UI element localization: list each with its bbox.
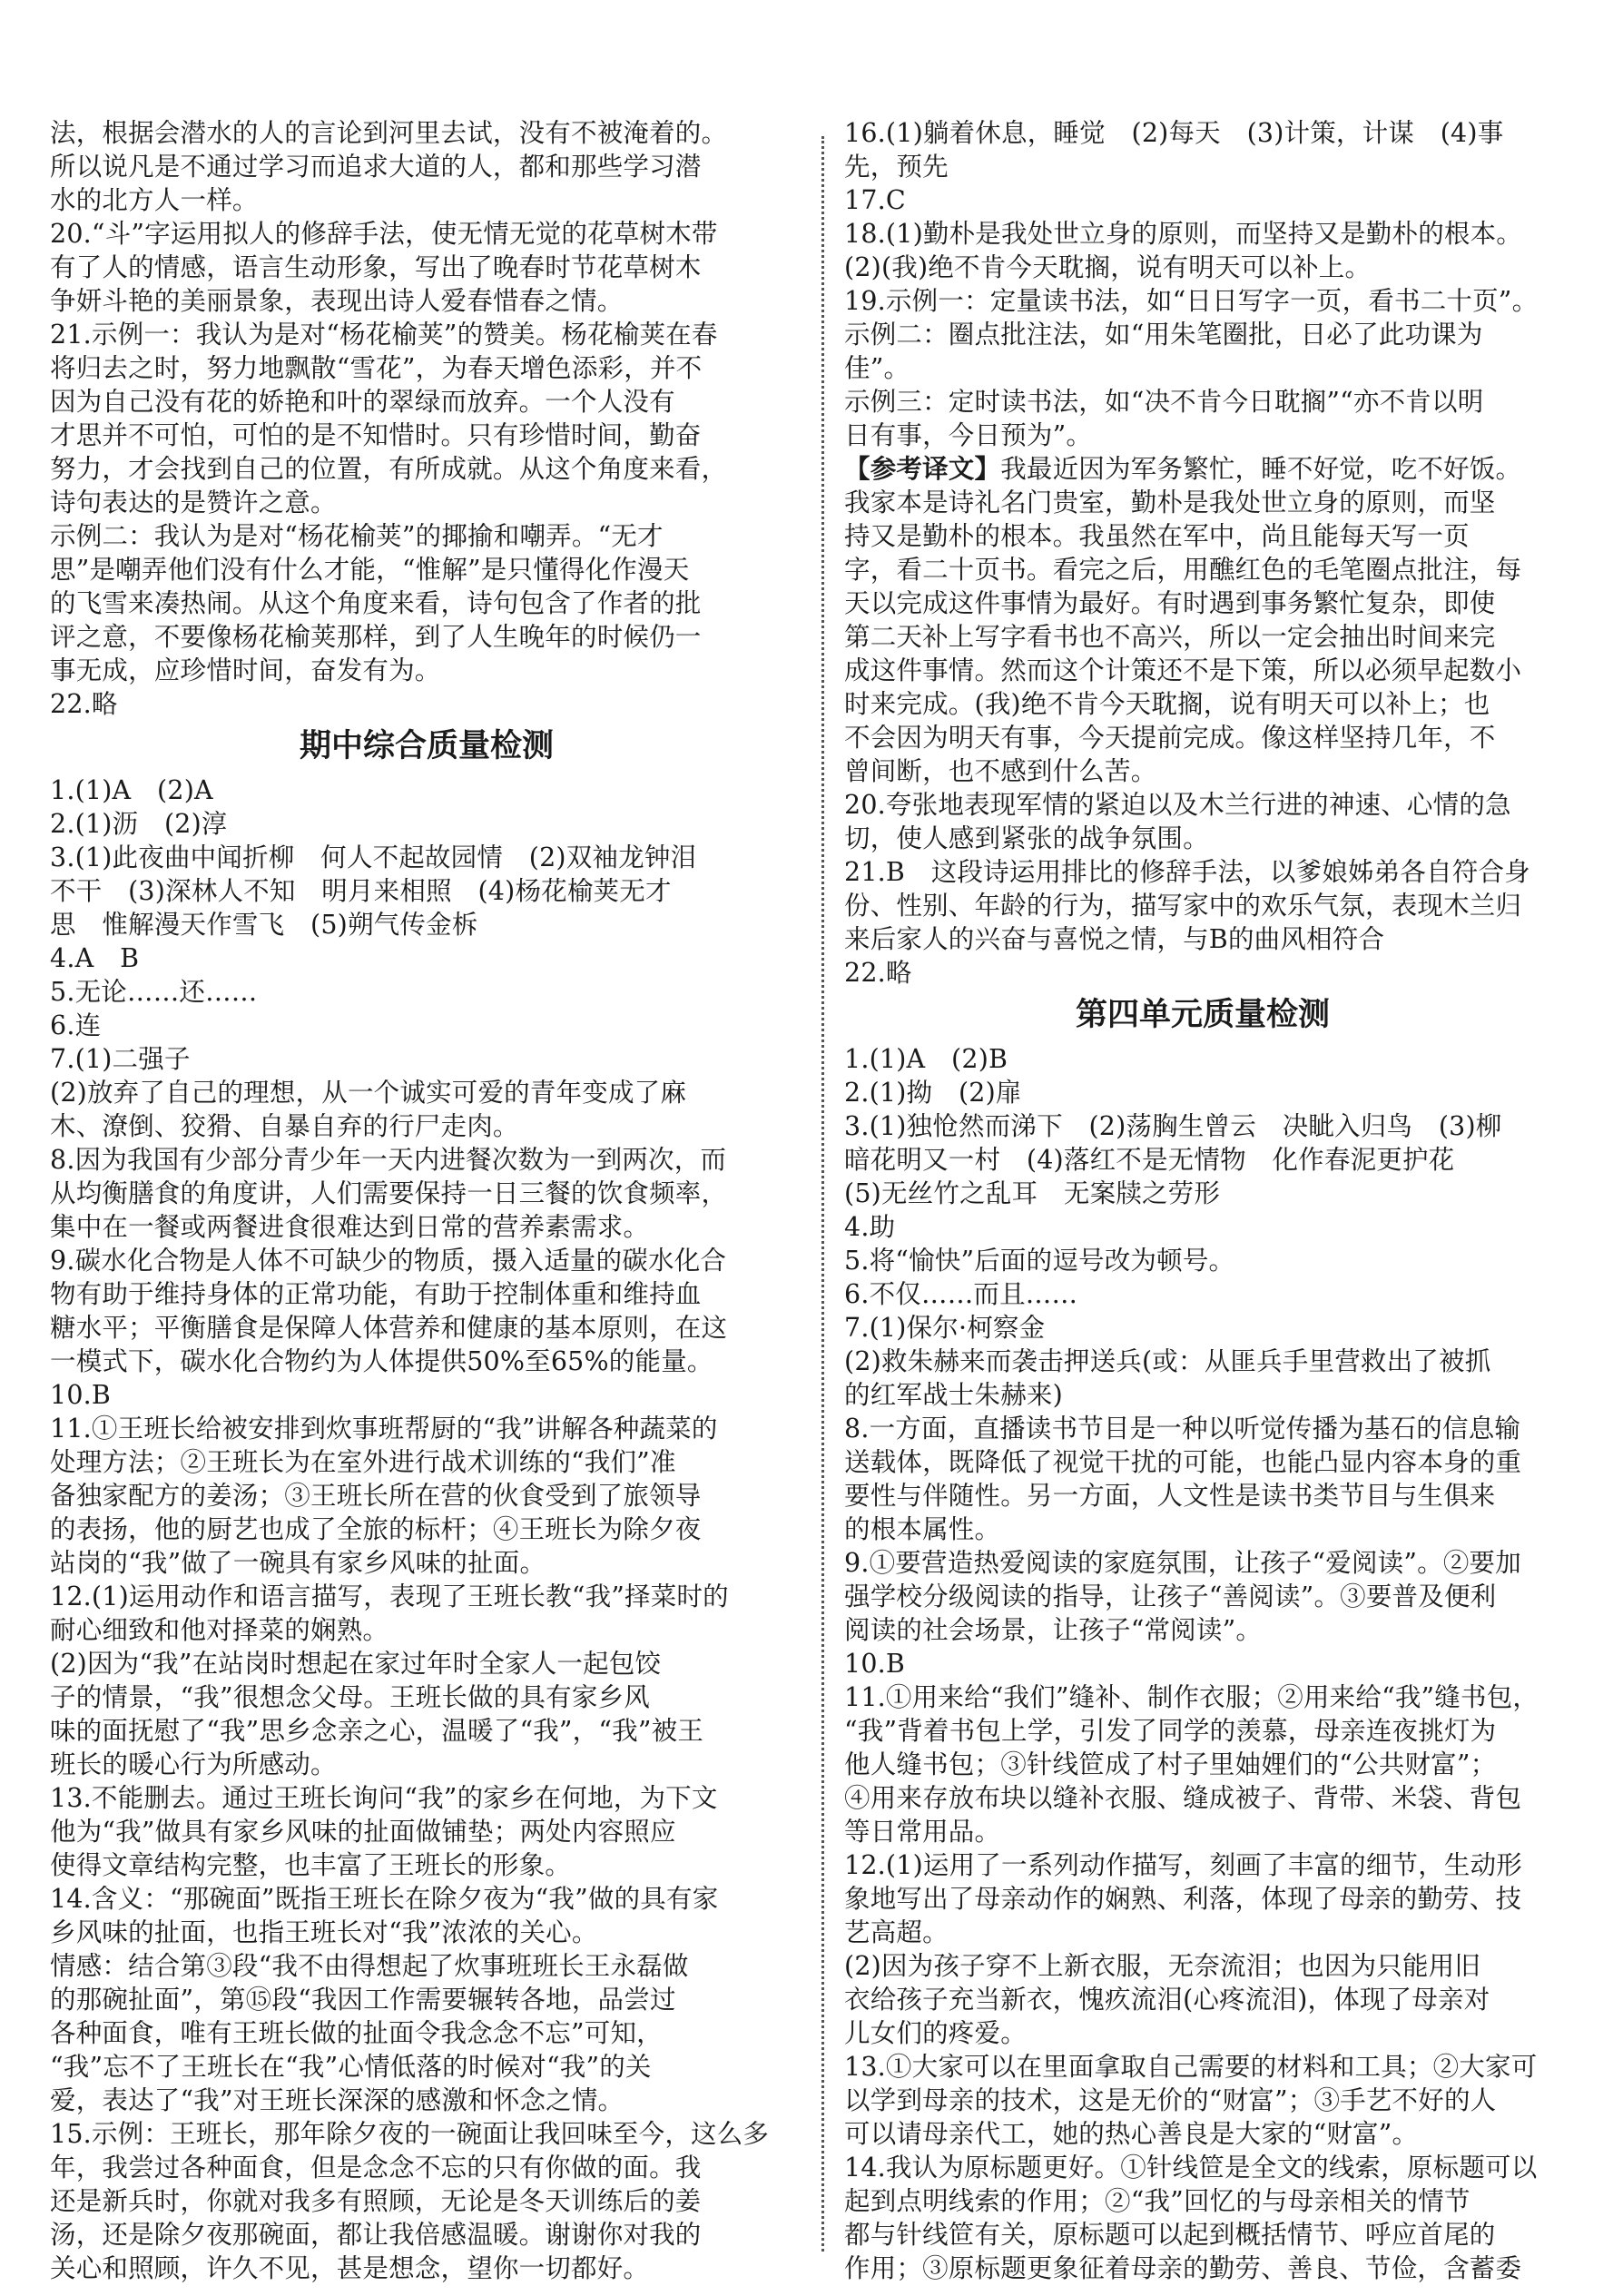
text-line: 曾间断，也不感到什么苦。 [844,756,1157,786]
text-line: (2)因为“我”在站岗时想起在家过年时全家人一起包饺 [50,1649,662,1679]
text-line: 不干 (3)深林人不知 明月来相照 (4)杨花榆荚无才 [50,876,672,906]
text-line: 艺高超。 [844,1917,949,1947]
text-line: (2)因为孩子穿不上新衣服，无奈流泪；也因为只能用旧 [844,1951,1481,1981]
text-line: 1.(1)A (2)B [844,1044,1008,1074]
text-line: 的表扬，他的厨艺也成了全旅的标杆；④王班长为除夕夜 [50,1514,702,1544]
text-line: 12.(1)运用动作和语言描写，表现了王班长教“我”择菜时的 [50,1582,729,1611]
text-line: 18.(1)勤朴是我处世立身的原则，而坚持又是勤朴的根本。 [844,219,1522,249]
text-line: (5)无丝竹之乱耳 无案牍之劳形 [844,1178,1221,1208]
text-line: 9.碳水化合物是人体不可缺少的物质，摄入适量的碳水化合 [50,1246,727,1276]
text-line: 味的面抚慰了“我”思乡念亲之心，温暖了“我”，“我”被王 [50,1716,704,1746]
text-line: 天以完成这件事情为最好。有时遇到事务繁忙复杂，即使 [844,588,1496,618]
text-line: 的飞雪来凑热闹。从这个角度来看，诗句包含了作者的批 [50,588,702,618]
text-line: 7.(1)二强子 [50,1044,191,1074]
text-line: 儿女们的疼爱。 [844,2018,1027,2048]
text-line: 成这件事情。然而这个计策还不是下策，所以必须早起数小 [844,655,1522,685]
text-line: 切，使人感到紧张的战争氛围。 [844,823,1209,853]
text-line: (2)放弃了自己的理想，从一个诚实可爱的青年变成了麻 [50,1078,687,1108]
text-line: 4.A B [50,943,140,973]
text-line: 14.我认为原标题更好。①针线笸是全文的线索，原标题可以 [844,2153,1538,2183]
text-line: 事无成，应珍惜时间，奋发有为。 [50,655,441,685]
text-line: 乡风味的扯面，也指王班长对“我”浓浓的关心。 [50,1917,598,1947]
text-line: 处理方法；②王班长为在室外进行战术训练的“我们”准 [50,1447,676,1477]
text-line: 份、性别、年龄的行为，描写家中的欢乐气氛，表现木兰归 [844,891,1522,921]
answer-block-translation [844,486,1561,990]
text-line: 我家本是诗礼名门贵室，勤朴是我处世立身的原则，而坚 [844,488,1496,517]
text-line: (2)(我)绝不肯今天耽搁，说有明天可以补上。 [844,252,1372,282]
text-line: 木、潦倒、狡猾、自暴自弃的行尸走肉。 [50,1111,519,1141]
text-line: 13.不能删去。通过王班长询问“我”的家乡在何地，为下文 [50,1783,718,1813]
text-line: 集中在一餐或两餐进食很难达到日常的营养素需求。 [50,1212,650,1242]
text-line: 15.示例：王班长，那年除夕夜的一碗面让我回味至今，这么多 [50,2119,770,2149]
text-line: 思”是嘲弄他们没有什么才能，“惟解”是只懂得化作漫天 [50,555,690,585]
text-line: 关心和照顾，许久不见，甚是想念，望你一切都好。 [50,2253,650,2283]
text-line: 他为“我”做具有家乡风味的扯面做铺垫；两处内容照应 [50,1817,676,1847]
text-line: 汤，还是除夕夜那碗面，都让我倍感温暖。谢谢你对我的 [50,2220,702,2250]
text-line: 示例二：我认为是对“杨花榆荚”的揶揄和嘲弄。“无才 [50,521,664,551]
text-line: 备独家配方的姜汤；③王班长所在营的伙食受到了旅领导 [50,1481,702,1511]
text-line: 各种面食，唯有王班长做的扯面令我念念不忘”可知， [50,2018,663,2048]
text-line: 等日常用品。 [844,1817,1001,1847]
text-line: 将归去之时，努力地飘散“雪花”，为春天增色添彩，并不 [50,353,703,383]
text-line: 暗花明又一村 (4)落红不是无情物 化作春泥更护花 [844,1145,1455,1175]
text-line: 站岗的“我”做了一碗具有家乡风味的扯面。 [50,1548,546,1578]
text-line: 一模式下，碳水化合物约为人体提供50%至65%的能量。 [50,1346,713,1376]
text-line: 先，预先 [844,152,949,182]
text-line: 的红军战士朱赫来) [844,1380,1063,1410]
text-line: 糖水平；平衡膳食是保障人体营养和健康的基本原则，在这 [50,1313,728,1343]
text-line: 来后家人的兴奋与喜悦之情，与B的曲风相符合 [844,924,1385,954]
text-line: 字，看二十页书。看完之后，用醮红色的毛笔圈点批注，每 [844,555,1522,585]
text-line: 耐心细致和他对择菜的娴熟。 [50,1615,389,1645]
text-line: 的根本属性。 [844,1514,1001,1544]
text-line: 要性与伴随性。另一方面，人文性是读书类节目与生俱来 [844,1481,1496,1511]
text-line: 17.C [844,185,906,215]
text-line: 16.(1)躺着休息，睡觉 (2)每天 (3)计策，计谋 (4)事 [844,118,1504,148]
text-line: 6.不仅……而且…… [844,1279,1078,1309]
text-line: 22.略 [50,689,118,719]
text-line: 2.(1)沥 (2)淳 [50,809,228,839]
text-line: ④用来存放布块以缝补衣服、缝成被子、背带、米袋、背包 [844,1783,1522,1813]
text-line: 物有助于维持身体的正常功能，有助于控制体重和维持血 [50,1279,702,1309]
answer-block-midterm [50,774,803,2285]
text-line: 还是新兵时，你就对我多有照顾，无论是冬天训练后的姜 [50,2186,702,2216]
text-line: 使得文章结构完整，也丰富了王班长的形象。 [50,1850,572,1880]
text-line: 都与针线笸有关，原标题可以起到概括情节、呼应首尾的 [844,2220,1496,2250]
text-line: 努力，才会找到自己的位置，有所成就。从这个角度来看， [50,454,728,484]
text-line: 14.含义：“那碗面”既指王班长在除夕夜为“我”做的具有家 [50,1884,719,1914]
text-line: “我”背着书包上学，引发了同学的羡慕，母亲连夜挑灯为 [844,1716,1497,1746]
column-divider [821,136,824,2252]
text-line: 评之意，不要像杨花榆荚那样，到了人生晚年的时候仍一 [50,622,702,652]
text-line: 才思并不可怕，可怕的是不知惜时。只有珍惜时间，勤奋 [50,420,702,450]
answer-block-unit4 [844,1042,1561,2285]
text-line: 13.①大家可以在里面拿取自己需要的材料和工具；②大家可 [844,2052,1538,2082]
text-line: 20.夸张地表现军情的紧迫以及木兰行进的神速、心情的急 [844,790,1511,820]
text-line: 有了人的情感，语言生动形象，写出了晚春时节花草树木 [50,252,702,282]
text-line: 6.连 [50,1010,102,1040]
text-line: 21.B 这段诗运用排比的修辞手法，以爹娘姊弟各自符合身 [844,857,1530,887]
text-line: 10.B [844,1649,906,1679]
text-line: “我”忘不了王班长在“我”心情低落的时候对“我”的关 [50,2052,652,2082]
text-line: 日有事，今日预为”。 [844,420,1093,450]
text-line: 象地写出了母亲动作的娴熟、利落，体现了母亲的勤劳、技 [844,1884,1522,1914]
text-line: 示例三：定时读书法，如“决不肯今日耽搁”“亦不肯以明 [844,387,1484,417]
text-line: 以学到母亲的技术，这是无价的“财富”；③手艺不好的人 [844,2085,1497,2115]
text-line: 爱，表达了“我”对王班长深深的感激和怀念之情。 [50,2085,625,2115]
text-line: 11.①王班长给被安排到炊事班帮厨的“我”讲解各种蔬菜的 [50,1414,718,1444]
text-line: 诗句表达的是赞许之意。 [50,488,337,517]
section-heading-unit4: 第四单元质量检测 [1075,997,1330,1033]
text-line: (2)救朱赫来而袭击押送兵(或：从匪兵手里营救出了被抓 [844,1346,1491,1376]
text-line: 佳”。 [844,353,910,383]
text-line: 水的北方人一样。 [50,185,259,215]
text-line: 他人缝书包；③针线笸成了村子里妯娌们的“公共财富”； [844,1749,1497,1779]
text-line: 送载体，既降低了视觉干扰的可能，也能凸显内容本身的重 [844,1447,1522,1477]
text-line: 强学校分级阅读的指导，让孩子“善阅读”。③要普及便利 [844,1582,1497,1611]
text-line: 衣给孩子充当新衣，愧疚流泪(心疼流泪)，体现了母亲对 [844,1985,1490,2015]
reference-translation-line [844,452,1561,486]
section-heading-midterm: 期中综合质量检测 [299,728,554,764]
left-column [50,116,803,2285]
text-line: 作用；③原标题更象征着母亲的勤劳、善良、节俭，含蓄委 [844,2253,1522,2283]
text-line: 5.无论……还…… [50,977,258,1007]
text-line: 班长的暖心行为所感动。 [50,1749,337,1779]
text-line: 5.将“愉快”后面的逗号改为顿号。 [844,1246,1235,1276]
text-line: 情感：结合第③段“我不由得想起了炊事班班长王永磊做 [50,1951,689,1981]
text-line: 示例二：圈点批注法，如“用朱笔圈批，日必了此功课为 [844,320,1483,350]
text-line: 阅读的社会场景，让孩子“常阅读”。 [844,1615,1263,1645]
text-line: 年，我尝过各种面食，但是念念不忘的只有你做的面。我 [50,2153,702,2183]
answer-block-top-right [844,116,1561,452]
text-line: 20.“斗”字运用拟人的修辞手法，使无情无觉的花草树木带 [50,219,718,249]
text-line: 思 惟解漫天作雪飞 (5)朔气传金柝 [50,910,478,940]
text-line: 11.①用来给“我们”缝补、制作衣服；②用来给“我”缝书包， [844,1682,1539,1712]
text-line: 10.B [50,1380,112,1410]
text-line: 21.示例一：我认为是对“杨花榆荚”的赞美。杨花榆荚在春 [50,320,718,350]
text-line: 第二天补上写字看书也不高兴，所以一定会抽出时间来完 [844,622,1496,652]
text-line: 可以请母亲代工，她的热心善良是大家的“财富”。 [844,2119,1419,2149]
text-line: 子的情景，“我”很想念父母。王班长做的具有家乡风 [50,1682,650,1712]
text-line: 法，根据会潜水的人的言论到河里去试，没有不被淹着的。 [50,118,728,148]
text-line: 9.①要营造热爱阅读的家庭氛围，让孩子“爱阅读”。②要加 [844,1548,1521,1578]
text-line: 19.示例一：定量读书法，如“日日写字一页，看书二十页”。 [844,286,1539,316]
text-line: 起到点明线索的作用；②“我”回忆的与母亲相关的情节 [844,2186,1470,2216]
text-line: 4.助 [844,1212,896,1242]
text-line: 22.略 [844,958,912,988]
right-column [844,116,1561,2285]
text-line: 3.(1)独怆然而涕下 (2)荡胸生曾云 决眦入归鸟 (3)柳 [844,1111,1502,1141]
text-line: 时来完成。(我)绝不肯今天耽搁，说有明天可以补上；也 [844,689,1490,719]
text-line: 因为自己没有花的娇艳和叶的翠绿而放弃。一个人没有 [50,387,675,417]
text-line: 所以说凡是不通过学习而追求大道的人，都和那些学习潜 [50,152,702,182]
text-line: 不会因为明天有事，今天提前完成。像这样坚持几年，不 [844,723,1496,753]
text-line: 从均衡膳食的角度讲，人们需要保持一日三餐的饮食频率， [50,1178,728,1208]
text-line: 12.(1)运用了一系列动作描写，刻画了丰富的细节，生动形 [844,1850,1522,1880]
reference-translation-text: 我最近因为军务繁忙，睡不好觉，吃不好饭。 [1000,454,1522,484]
text-line: 8.一方面，直播读书节目是一种以听觉传播为基石的信息输 [844,1414,1521,1444]
text-line: 2.(1)拗 (2)扉 [844,1078,1022,1108]
text-line: 7.(1)保尔·柯察金 [844,1313,1046,1343]
text-line: 1.(1)A (2)A [50,775,213,805]
text-line: 争妍斗艳的美丽景象，表现出诗人爱春惜春之情。 [50,286,624,316]
text-line: 持又是勤朴的根本。我虽然在军中，尚且能每天写一页 [844,521,1470,551]
answer-block-top-left [50,116,803,721]
reference-translation-label: 【参考译文】 [844,453,1001,484]
text-line: 3.(1)此夜曲中闻折柳 何人不起故园情 (2)双袖龙钟泪 [50,843,697,872]
text-line: 的那碗扯面”，第⑮段“我因工作需要辗转各地，品尝过 [50,1985,676,2015]
text-line: 8.因为我国有少部分青少年一天内进餐次数为一到两次，而 [50,1145,727,1175]
